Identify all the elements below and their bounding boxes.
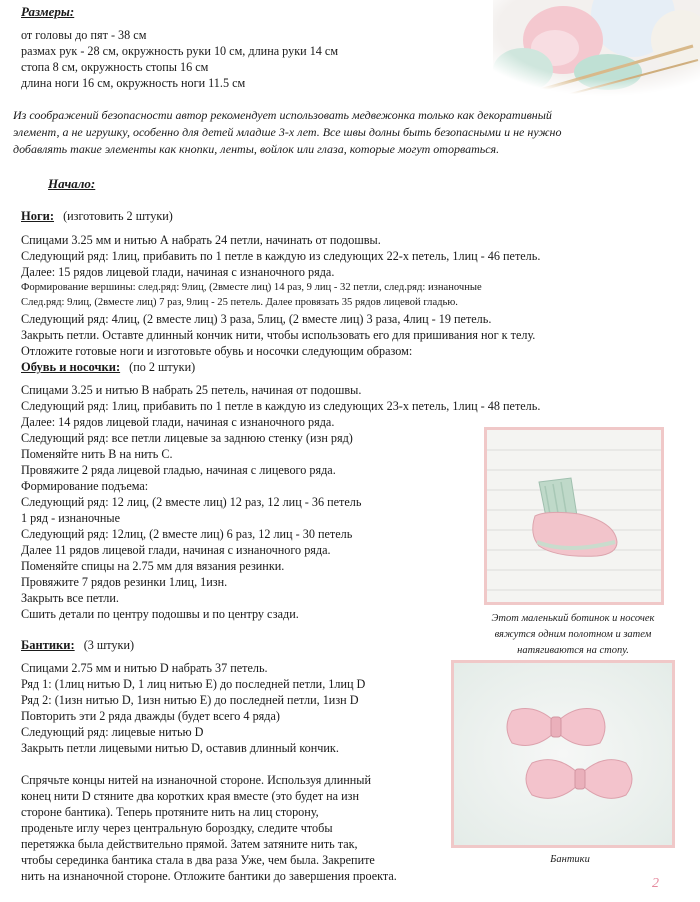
- bows-line: Ряд 1: (1лиц нитью D, 1 лиц нитью E) до последней петли, 1лиц D: [21, 677, 366, 691]
- shoes-line: Следующий ряд: 1лиц, прибавить по 1 петле в каждую из следующих 23-х петель, 1лиц - 48 петель.: [21, 399, 541, 413]
- size-line: от головы до пят - 38 см: [21, 28, 147, 42]
- safety-note-line: Из соображений безопасности автор рекомендует использовать медвежонка только как декоративный: [13, 108, 552, 122]
- bow-photo-frame: [451, 660, 675, 848]
- shoe-photo-frame: [484, 427, 664, 605]
- bows-heading: Бантики:: [21, 638, 75, 652]
- legs-subtitle: (изготовить 2 штуки): [63, 209, 173, 223]
- shoes-line: Провяжите 2 ряда лицевой гладью, начиная с лицевого ряда.: [21, 463, 336, 477]
- bows-header: [21, 637, 134, 653]
- bows-line: Следующий ряд: лицевые нитью D: [21, 725, 204, 739]
- shoes-line: Поменяйте нить В на нить С.: [21, 447, 173, 461]
- legs-finish: [21, 311, 535, 359]
- shoes-line: 1 ряд - изнаночные: [21, 511, 121, 525]
- bows-line: Повторить эти 2 ряда дважды (будет всего 4 ряда): [21, 709, 280, 723]
- legs-small-line: След.ряд: 9лиц, (2вместе лиц) 7 раз, 9лиц - 25 петель. Далее провязать 35 рядов лицевой гладью.: [21, 297, 458, 308]
- legs-heading: Ноги:: [21, 209, 55, 223]
- bows-line: Ряд 2: (1изн нитью D, 1изн нитью E) до последней петли, 1изн D: [21, 693, 359, 707]
- safety-note: [13, 107, 561, 158]
- shoes-line: Формирование подъема:: [21, 479, 149, 493]
- yarn-illustration: [493, 0, 700, 96]
- bows-instructions: [21, 660, 365, 756]
- shoes-line: Сшить детали по центру подошвы и по центру сзади.: [21, 607, 299, 621]
- size-line: стопа 8 см, окружность стопы 16 см: [21, 60, 209, 74]
- shoes-heading: Обувь и носочки:: [21, 360, 121, 374]
- bows-finishing: [21, 772, 397, 884]
- shoes-subtitle: (по 2 штуки): [129, 360, 196, 374]
- bows-line: Спрячьте концы нитей на изнаночной стороне. Используя длинный: [21, 773, 371, 787]
- bootie-illustration: [487, 430, 661, 602]
- bows-line: перетяжка была действительно прямой. Затем затяните нить так,: [21, 837, 358, 851]
- bows-line: проденьте иглу через центральную бороздку, следите чтобы: [21, 821, 333, 835]
- legs-header: [21, 208, 173, 224]
- bow-photo-caption: Бантики: [550, 854, 590, 865]
- size-line: длина ноги 16 см, окружность ноги 11.5 см: [21, 76, 246, 90]
- legs-top-shaping: [21, 280, 482, 310]
- bows-illustration: [454, 663, 672, 845]
- bows-line: конец нити D стяните два коротких края вместе (это будет на изн: [21, 789, 359, 803]
- caption-line: вяжутся одним полотном и затем: [494, 629, 652, 640]
- shoes-line: Поменяйте спицы на 2.75 мм для вязания резинки.: [21, 559, 285, 573]
- shoes-line: Следующий ряд: все петли лицевые за заднюю стенку (изн ряд): [21, 431, 353, 445]
- shoes-line: Закрыть все петли.: [21, 591, 119, 605]
- shoes-line: Провяжите 7 рядов резинки 1лиц, 1изн.: [21, 575, 228, 589]
- shoes-header: [21, 359, 195, 375]
- legs-line: Спицами 3.25 мм и нитью А набрать 24 петли, начинать от подошвы.: [21, 233, 381, 247]
- yarn-photo: [493, 0, 700, 96]
- start-heading: Начало:: [48, 176, 96, 191]
- bows-line: нить на изнаночной стороне. Отложите бантики до завершения проекта.: [21, 869, 397, 883]
- sizes-heading: Размеры:: [21, 4, 75, 19]
- legs-instructions: [21, 232, 540, 280]
- safety-note-line: добавлять такие элементы как кнопки, ленты, войлок или глаза, которые могут оторваться.: [13, 142, 500, 156]
- shoes-line: Следующий ряд: 12лиц, (2 вместе лиц) 6 раз, 12 лиц - 30 петель: [21, 527, 353, 541]
- size-line: размах рук - 28 см, окружность руки 10 см, длина руки 14 см: [21, 44, 339, 58]
- legs-line: Отложите готовые ноги и изготовьте обувь и носочки следующим образом:: [21, 344, 413, 358]
- sizes-list: [21, 27, 338, 91]
- shoes-instructions: [21, 382, 540, 622]
- bows-line: стороне бантика). Теперь протяните нить на лиц сторону,: [21, 805, 319, 819]
- page-number: 2: [652, 876, 659, 891]
- caption-line: натягиваются на стопу.: [517, 645, 629, 656]
- legs-small-line: Формирование вершины: след.ряд: 9лиц, (2вместе лиц) 14 раз, 9 лиц - 32 петли, след.ряд: изнаночные: [21, 282, 482, 293]
- bows-subtitle: (3 штуки): [83, 638, 135, 652]
- legs-line: Закрыть петли. Оставте длинный кончик нити, чтобы использовать его для пришивания ног к телу.: [21, 328, 536, 342]
- caption-line: Этот маленький ботинок и носочек: [491, 613, 655, 624]
- shoes-line: Далее 11 рядов лицевой глади, начиная с изнаночного ряда.: [21, 543, 331, 557]
- legs-line: Следующий ряд: 4лиц, (2 вместе лиц) 3 раза, 5лиц, (2 вместе лиц) 3 раза, 4лиц - 19 петель.: [21, 312, 492, 326]
- bows-line: чтобы серединка бантика стала в два раза Уже, чем была. Закрепите: [21, 853, 375, 867]
- legs-line: Следующий ряд: 1лиц, прибавить по 1 петле в каждую из следующих 22-х петель, 1лиц - 46 петель.: [21, 249, 541, 263]
- shoe-photo-caption: [466, 611, 680, 659]
- legs-line: Далее: 15 рядов лицевой глади, начиная с изнаночного ряда.: [21, 265, 335, 279]
- safety-note-line: элемент, а не игрушку, особенно для детей младше 3-х лет. Все швы долны быть безопасными и не нужно: [13, 125, 562, 139]
- shoes-line: Следующий ряд: 12 лиц, (2 вместе лиц) 12 раз, 12 лиц - 36 петель: [21, 495, 362, 509]
- bows-line: Закрыть петли лицевыми нитью D, оставив длинный кончик.: [21, 741, 339, 755]
- shoes-line: Далее: 14 рядов лицевой глади, начиная с изнаночного ряда.: [21, 415, 335, 429]
- bows-line: Спицами 2.75 мм и нитью D набрать 37 петель.: [21, 661, 268, 675]
- shoes-line: Спицами 3.25 и нитью В набрать 25 петель, начиная от подошвы.: [21, 383, 362, 397]
